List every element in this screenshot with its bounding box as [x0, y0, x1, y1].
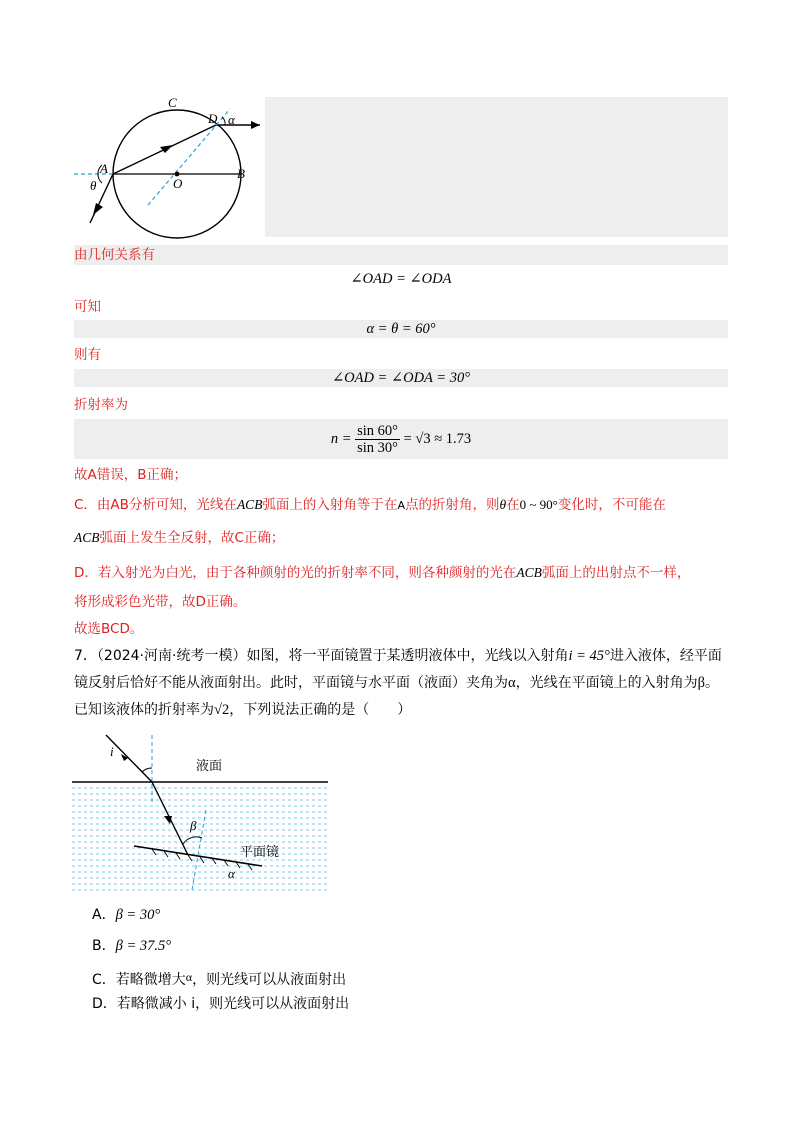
incident-angle-eq: i = 45° — [568, 648, 610, 664]
question-source: （2024·河南·统考一模） — [96, 648, 247, 664]
angle-i-arc — [142, 768, 152, 772]
option-A[interactable] — [92, 904, 160, 926]
label-O: O — [173, 176, 183, 191]
mirror-liquid-figure — [72, 730, 332, 895]
label-alpha: α — [228, 866, 235, 881]
eq4-numerator: sin 60° — [357, 423, 398, 440]
c-point-A: A — [397, 499, 405, 512]
c-arc-2: ACB — [74, 530, 100, 545]
figure-background — [262, 97, 728, 237]
c-range: 0 ~ 90° — [519, 497, 558, 512]
question-line3 — [74, 699, 411, 721]
equation-2: α = θ = 60° — [74, 320, 728, 338]
option-A-text: β = 30° — [115, 907, 161, 923]
c-text-c: 点的折射角，则 — [404, 497, 500, 513]
question-number: 7． — [74, 648, 97, 664]
answer-line: 故选BCD。 — [74, 621, 144, 637]
question-text-f: 已知该液体的折射率为 — [74, 702, 214, 718]
circle-refraction-figure — [70, 95, 265, 240]
beta-symbol: β — [697, 675, 705, 691]
d-text-a: D．若入射光为白光，由于各种颜射的光的折射率不同，则各种颜射的光在 — [74, 565, 517, 581]
label-surface: 液面 — [196, 758, 223, 773]
c-text-b: 弧面上的入射角等于在 — [262, 497, 398, 513]
option-D-label: D． — [92, 996, 117, 1012]
zheshe-label: 折射率为 — [74, 397, 128, 413]
option-A-label: A． — [92, 907, 116, 923]
c-text-f: 弧面上发生全反射，故C正确； — [99, 530, 285, 546]
alpha-symbol: α — [508, 675, 516, 691]
kezhi-label: 可知 — [74, 299, 101, 315]
question-text-a: 如图，将一平面镜置于某透明液体中，光线以入射角 — [246, 648, 569, 664]
question-text-e: 。 — [705, 675, 719, 691]
option-D[interactable] — [92, 993, 349, 1015]
label-B: B — [237, 166, 245, 181]
c-arc-1: ACB — [236, 497, 263, 512]
c-text-a: C．由AB分析可知，光线在 — [74, 497, 237, 513]
option-B-text: β = 37.5° — [115, 938, 172, 954]
question-line2 — [74, 672, 754, 694]
label-beta: β — [190, 818, 197, 833]
d-analysis-line2: 将形成彩色光带，故D正确。 — [74, 594, 247, 610]
label-mirror: 平面镜 — [240, 844, 280, 859]
c-analysis-line2 — [74, 527, 284, 549]
option-C-label: C． — [92, 972, 116, 988]
option-C-text-b: ，则光线可以从液面射出 — [192, 972, 347, 988]
sqrt2: √2 — [214, 702, 230, 718]
question-text-c: 镜反射后恰好不能从液面射出。此时，平面镜与水平面（液面）夹角为 — [74, 675, 508, 691]
option-C[interactable] — [92, 966, 346, 988]
option-C-alpha: α — [185, 970, 193, 984]
c-theta: θ — [499, 497, 507, 512]
option-B-label: B． — [92, 938, 116, 954]
question-text-d: ，光线在平面镜上的入射角为 — [515, 675, 698, 691]
d-arc: ACB — [516, 565, 542, 580]
question-line1 — [74, 645, 734, 667]
option-B[interactable] — [92, 935, 171, 957]
ab-conclusion: 故A错误，B正确； — [74, 467, 187, 483]
option-C-text-a: 若略微增大 — [115, 972, 186, 988]
c-analysis-line1 — [74, 494, 754, 516]
c-text-e: 变化时，不可能在 — [557, 497, 666, 513]
incident-arrow — [121, 754, 128, 761]
geometry-label: 由几何关系有 — [74, 245, 728, 265]
label-i: i — [110, 744, 114, 759]
option-D-text: 若略微减小 i，则光线可以从液面射出 — [116, 996, 350, 1012]
label-D: D — [208, 111, 218, 126]
label-theta: θ — [90, 178, 97, 193]
label-alpha: α — [228, 112, 235, 127]
eq4-rest: = √3 ≈ 1.73 — [403, 431, 472, 447]
equation-3: ∠OAD = ∠ODA = 30° — [74, 369, 728, 387]
question-text-b: 进入液体，经平面 — [609, 648, 722, 664]
zeyou-label: 则有 — [74, 347, 101, 363]
d-analysis-line1 — [74, 562, 754, 584]
eq4-denominator: sin 30° — [357, 440, 398, 457]
question-text-g: ，下列说法正确的是（ ） — [229, 702, 412, 718]
eq4-n: n = — [330, 431, 352, 447]
eq4-fraction — [355, 423, 400, 456]
equation-1: ∠OAD = ∠ODA — [350, 271, 452, 287]
label-A: A — [100, 161, 108, 176]
c-text-d: 在 — [506, 497, 520, 513]
d-text-b: 弧面上的出射点不一样， — [541, 565, 691, 581]
label-C: C — [168, 95, 177, 110]
equation-4 — [74, 419, 728, 459]
